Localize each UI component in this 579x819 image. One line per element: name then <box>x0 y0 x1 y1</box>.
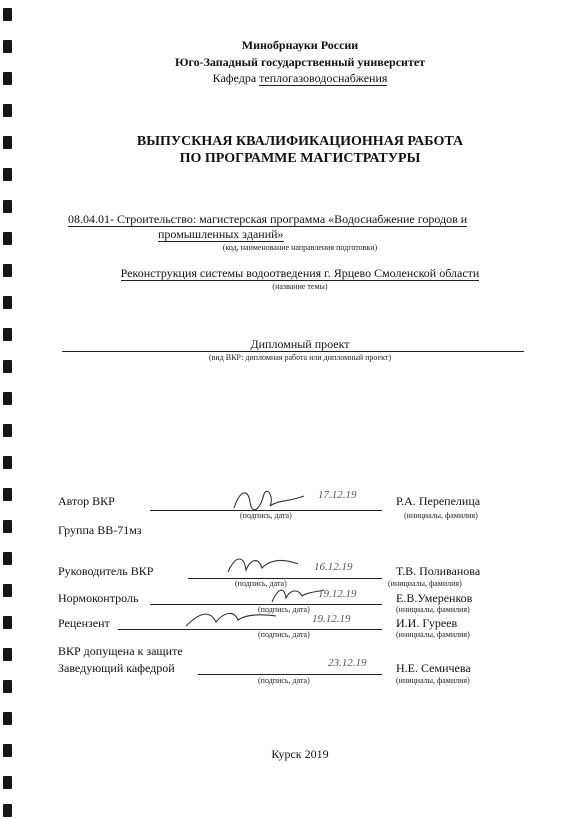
supervisor-date: 16.12.19 <box>314 561 353 573</box>
department-name: теплогазоводоснабжения <box>259 71 388 85</box>
ministry-name: Минобрнауки России <box>241 38 359 52</box>
supervisor-name-caption: (инициалы, фамилия) <box>388 579 462 588</box>
reviewer-label: Рецензент <box>58 616 110 630</box>
direction-line1: 08.04.01- Строительство: магистерская программа «Водоснабжение городов и <box>68 212 468 226</box>
document-title-line2: ПО ПРОГРАММЕ МАГИСТРАТУРЫ <box>179 151 421 166</box>
reviewer-name-caption: (инициалы, фамилия) <box>396 630 470 639</box>
work-type-caption: (вид ВКР: дипломная работа или дипломный проект) <box>208 353 392 362</box>
normcontrol-name: Е.В.Умеренков <box>396 591 473 605</box>
head-name-caption: (инициалы, фамилия) <box>396 676 470 685</box>
author-name: Р.А. Перепелица <box>396 494 481 508</box>
supervisor-sign-caption: (подпись, дата) <box>235 579 287 588</box>
document-title-line1: ВЫПУСКНАЯ КВАЛИФИКАЦИОННАЯ РАБОТА <box>136 134 464 149</box>
author-label: Автор ВКР <box>58 494 115 508</box>
direction-caption: (код, наименование направления подготовки) <box>222 243 378 252</box>
reviewer-date: 19.12.19 <box>312 613 351 625</box>
normcontrol-sign-caption: (подпись, дата) <box>258 605 310 614</box>
supervisor-label: Руководитель ВКР <box>58 564 154 578</box>
binding-strip <box>0 0 16 819</box>
author-sign-caption: (подпись, дата) <box>240 511 292 520</box>
university-name: Юго-Западный государственный университет <box>174 55 426 69</box>
normcontrol-name-caption: (инициалы, фамилия) <box>396 605 470 614</box>
city-year: Курск 2019 <box>271 747 329 761</box>
work-type-text: Дипломный проект <box>250 337 350 351</box>
admitted-label: ВКР допущена к защите <box>58 644 183 658</box>
head-name: Н.Е. Семичева <box>396 661 471 675</box>
normcontrol-date: 19.12.19 <box>318 588 357 600</box>
normcontrol-label: Нормоконтроль <box>58 591 139 605</box>
department-prefix: Кафедра <box>212 71 260 85</box>
work-type-line <box>62 351 524 352</box>
topic-line <box>40 266 560 281</box>
direction-line2: промышленных зданий» <box>158 227 284 241</box>
group-label: Группа ВВ-71мз <box>58 523 142 537</box>
reviewer-name: И.И. Гуреев <box>396 616 458 630</box>
department-line <box>40 71 560 86</box>
supervisor-name: Т.В. Поливанова <box>396 564 481 578</box>
author-name-caption: (инициалы, фамилия) <box>404 511 478 520</box>
author-date: 17.12.19 <box>318 489 357 501</box>
head-label: Заведующий кафедрой <box>58 661 175 675</box>
head-date: 23.12.19 <box>328 657 367 669</box>
head-signature-line <box>198 674 382 675</box>
supervisor-signature <box>222 550 302 582</box>
topic-text: Реконструкция системы водоотведения г. Ярцево Смоленской области <box>120 266 480 280</box>
topic-caption: (название темы) <box>272 282 328 291</box>
reviewer-sign-caption: (подпись, дата) <box>258 630 310 639</box>
head-sign-caption: (подпись, дата) <box>258 676 310 685</box>
